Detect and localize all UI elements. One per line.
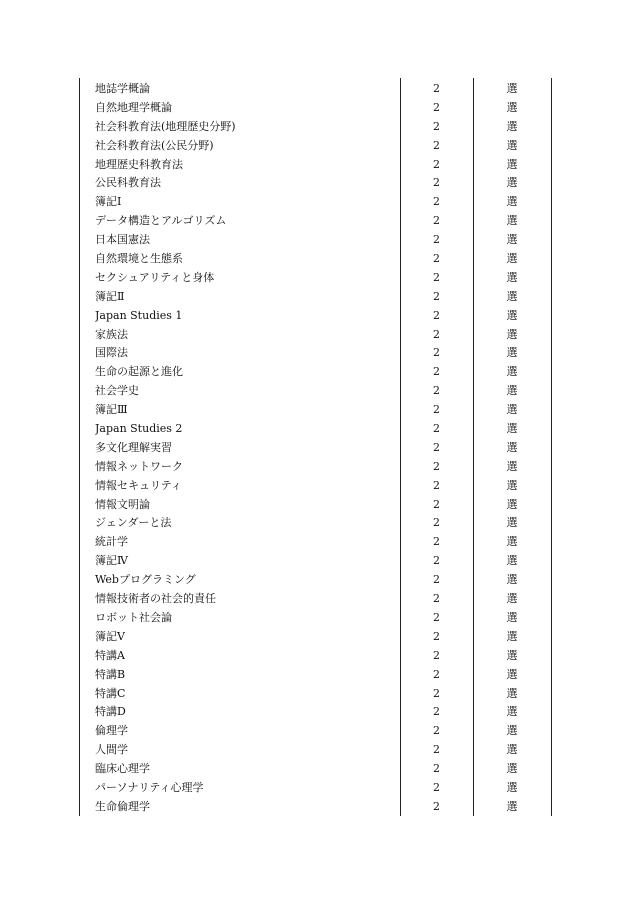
course-type: 選: [506, 233, 518, 247]
course-name: 公民科教育法: [95, 176, 161, 190]
table-rows: [79, 80, 551, 817]
course-type: 選: [506, 422, 518, 436]
table-row: [79, 382, 551, 401]
course-type: 選: [506, 554, 518, 568]
course-credits: 2: [433, 157, 440, 171]
table-row: [79, 420, 551, 439]
course-name: 簿記Ⅴ: [95, 629, 125, 643]
course-credits: 2: [433, 497, 440, 511]
course-credits: 2: [433, 270, 440, 284]
course-credits: 2: [433, 459, 440, 473]
table-row: [79, 269, 551, 288]
course-type: 選: [506, 610, 518, 624]
course-name: Japan Studies 2: [95, 422, 183, 436]
table-row: [79, 571, 551, 590]
course-credits: 2: [433, 610, 440, 624]
course-name: Japan Studies 1: [95, 308, 183, 322]
table-row: [79, 647, 551, 666]
table-row: [79, 137, 551, 156]
course-type: 選: [506, 403, 518, 417]
course-name: ジェンダーと法: [95, 516, 172, 530]
course-credits: 2: [433, 100, 440, 114]
course-name: 簿記Ⅰ: [95, 195, 122, 209]
course-credits: 2: [433, 535, 440, 549]
table-row: [79, 118, 551, 137]
course-type: 選: [506, 516, 518, 530]
course-name: 自然地理学概論: [95, 100, 172, 114]
course-name: 特講C: [95, 686, 126, 700]
course-credits: 2: [433, 214, 440, 228]
course-type: 選: [506, 384, 518, 398]
course-type: 選: [506, 346, 518, 360]
course-credits: 2: [433, 573, 440, 587]
course-name: データ構造とアルゴリズム: [95, 214, 227, 228]
course-name: 家族法: [95, 327, 128, 341]
table-row: [79, 250, 551, 269]
table-row: [79, 628, 551, 647]
course-credits: 2: [433, 516, 440, 530]
course-credits: 2: [433, 233, 440, 247]
course-credits: 2: [433, 384, 440, 398]
course-type: 選: [506, 762, 518, 776]
course-type: 選: [506, 440, 518, 454]
course-name: 簿記Ⅱ: [95, 289, 125, 303]
table-row: [79, 496, 551, 515]
course-type: 選: [506, 119, 518, 133]
course-name: 簿記Ⅲ: [95, 403, 128, 417]
table-row: [79, 798, 551, 817]
course-credits: 2: [433, 648, 440, 662]
table-row: [79, 307, 551, 326]
course-credits: 2: [433, 686, 440, 700]
table-row: [79, 722, 551, 741]
course-type: 選: [506, 667, 518, 681]
course-name: 倫理学: [95, 724, 128, 738]
course-type: 選: [506, 270, 518, 284]
course-credits: 2: [433, 554, 440, 568]
table-row: [79, 552, 551, 571]
course-credits: 2: [433, 629, 440, 643]
course-type: 選: [506, 157, 518, 171]
course-credits: 2: [433, 478, 440, 492]
course-type: 選: [506, 327, 518, 341]
course-type: 選: [506, 535, 518, 549]
course-type: 選: [506, 138, 518, 152]
course-name: 情報ネットワーク: [95, 459, 183, 473]
course-name: Webプログラミング: [95, 573, 196, 587]
table-row: [79, 401, 551, 420]
table-row: [79, 212, 551, 231]
table-border-right: [551, 78, 552, 816]
table-row: [79, 193, 551, 212]
course-credits: 2: [433, 346, 440, 360]
course-name: 自然環境と生態系: [95, 252, 183, 266]
table-row: [79, 779, 551, 798]
course-name: 社会科教育法(地理歴史分野): [95, 119, 236, 133]
table-row: [79, 363, 551, 382]
course-name: 社会学史: [95, 384, 139, 398]
course-credits: 2: [433, 119, 440, 133]
course-credits: 2: [433, 327, 440, 341]
course-name: 社会科教育法(公民分野): [95, 138, 214, 152]
course-credits: 2: [433, 705, 440, 719]
course-name: 臨床心理学: [95, 762, 150, 776]
course-credits: 2: [433, 195, 440, 209]
course-name: 日本国憲法: [95, 233, 150, 247]
course-credits: 2: [433, 422, 440, 436]
course-name: 生命倫理学: [95, 799, 150, 813]
table-row: [79, 439, 551, 458]
table-row: [79, 514, 551, 533]
table-row: [79, 231, 551, 250]
course-type: 選: [506, 252, 518, 266]
table-row: [79, 760, 551, 779]
table-row: [79, 741, 551, 760]
table-row: [79, 703, 551, 722]
course-credits: 2: [433, 743, 440, 757]
course-name: 統計学: [95, 535, 128, 549]
course-type: 選: [506, 592, 518, 606]
course-credits: 2: [433, 138, 440, 152]
course-type: 選: [506, 573, 518, 587]
course-table: [79, 78, 551, 816]
course-credits: 2: [433, 762, 440, 776]
course-credits: 2: [433, 308, 440, 322]
course-name: パーソナリティ心理学: [95, 780, 204, 794]
course-type: 選: [506, 176, 518, 190]
table-row: [79, 174, 551, 193]
course-type: 選: [506, 629, 518, 643]
table-row: [79, 609, 551, 628]
table-row: [79, 99, 551, 118]
table-row: [79, 288, 551, 307]
course-type: 選: [506, 478, 518, 492]
course-name: 特講D: [95, 705, 126, 719]
course-type: 選: [506, 724, 518, 738]
table-row: [79, 590, 551, 609]
course-type: 選: [506, 214, 518, 228]
course-credits: 2: [433, 82, 440, 95]
table-row: [79, 666, 551, 685]
course-name: 人間学: [95, 743, 128, 757]
course-type: 選: [506, 780, 518, 794]
course-name: 地理歴史科教育法: [95, 157, 183, 171]
table-row: [79, 533, 551, 552]
course-type: 選: [506, 648, 518, 662]
table-row: [79, 685, 551, 704]
course-credits: 2: [433, 799, 440, 813]
course-name: 情報セキュリティ: [95, 478, 182, 492]
course-credits: 2: [433, 403, 440, 417]
course-type: 選: [506, 497, 518, 511]
course-type: 選: [506, 100, 518, 114]
course-name: ロボット社会論: [95, 610, 172, 624]
course-credits: 2: [433, 592, 440, 606]
table-row: [79, 156, 551, 175]
table-row: [79, 458, 551, 477]
table-row: [79, 344, 551, 363]
course-credits: 2: [433, 365, 440, 379]
course-name: 特講A: [95, 648, 125, 662]
course-name: セクシュアリティと身体: [95, 270, 215, 284]
course-type: 選: [506, 195, 518, 209]
course-type: 選: [506, 459, 518, 473]
course-type: 選: [506, 289, 518, 303]
course-credits: 2: [433, 780, 440, 794]
course-type: 選: [506, 686, 518, 700]
course-type: 選: [506, 705, 518, 719]
course-name: 簿記Ⅳ: [95, 554, 128, 568]
course-type: 選: [506, 365, 518, 379]
course-credits: 2: [433, 440, 440, 454]
course-credits: 2: [433, 252, 440, 266]
course-name: 国際法: [95, 346, 128, 360]
course-name: 情報文明論: [95, 497, 150, 511]
course-name: 生命の起源と進化: [95, 365, 183, 379]
table-row: [79, 326, 551, 345]
course-name: 情報技術者の社会的責任: [95, 592, 216, 606]
course-credits: 2: [433, 667, 440, 681]
course-type: 選: [506, 799, 518, 813]
table-row: [79, 80, 551, 99]
course-credits: 2: [433, 724, 440, 738]
course-name: 地誌学概論: [95, 82, 150, 95]
course-type: 選: [506, 308, 518, 322]
course-name: 特講B: [95, 667, 126, 681]
course-credits: 2: [433, 289, 440, 303]
course-type: 選: [506, 82, 518, 95]
course-type: 選: [506, 743, 518, 757]
course-credits: 2: [433, 176, 440, 190]
course-name: 多文化理解実習: [95, 440, 172, 454]
table-row: [79, 477, 551, 496]
